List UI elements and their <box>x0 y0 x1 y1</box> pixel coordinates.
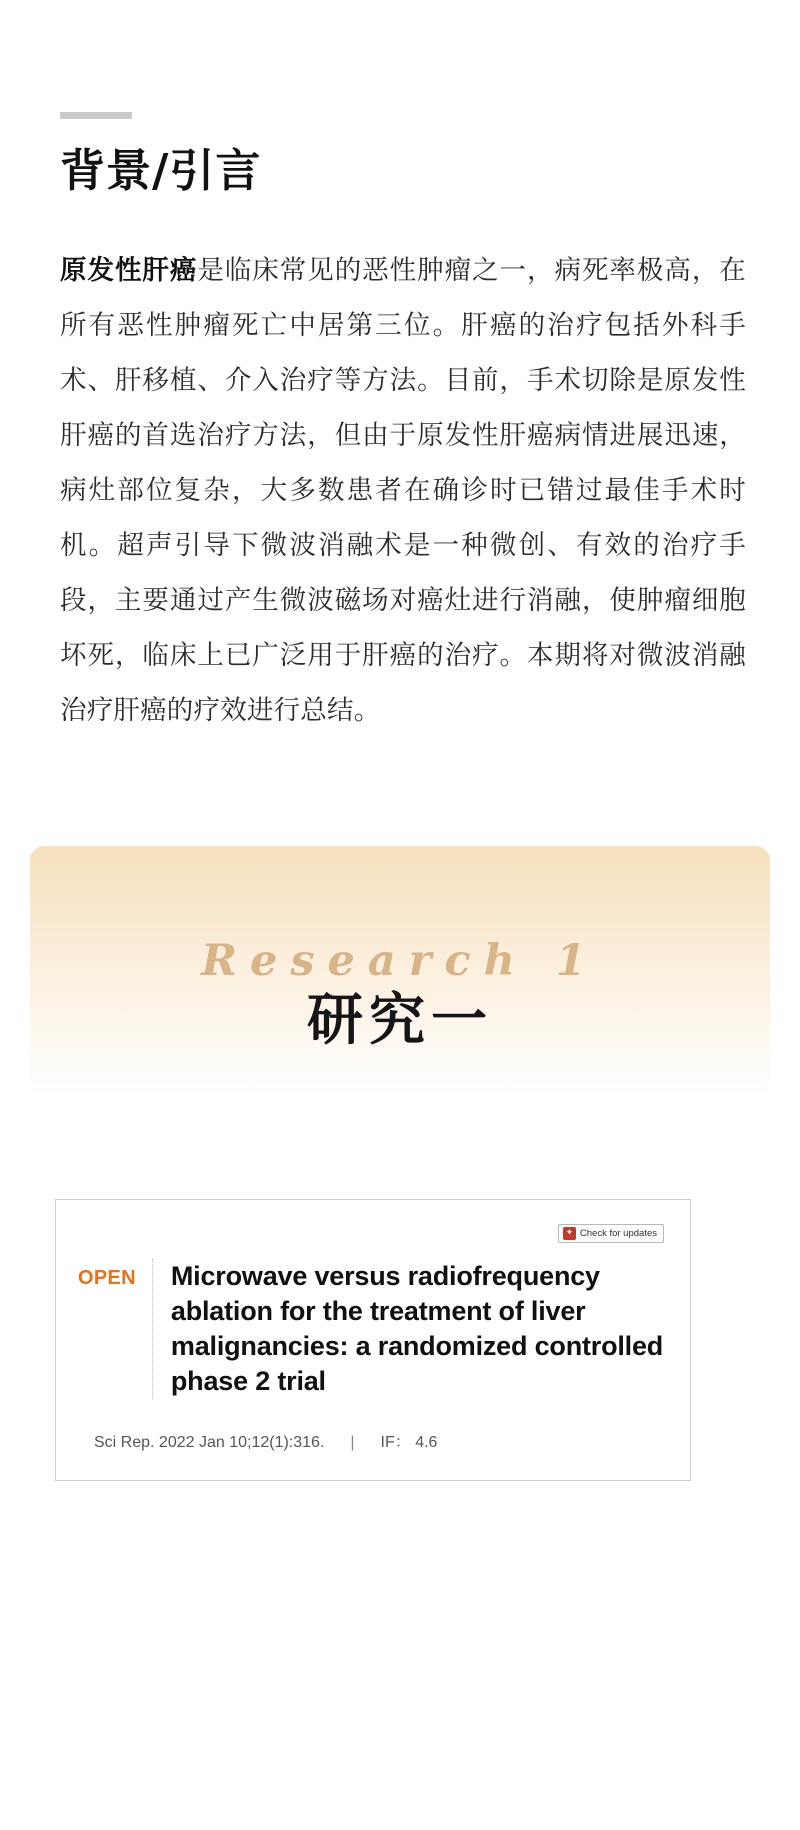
paper-header <box>78 1243 668 1399</box>
paragraph-lead-term: 原发性肝癌 <box>60 254 198 286</box>
paper-card[interactable] <box>55 1199 691 1481</box>
paper-title-wrap <box>152 1259 668 1399</box>
research-banner-cn-label: 研究一 <box>307 986 493 1053</box>
crossmark-label: Check for updates <box>579 1227 657 1239</box>
meta-separator: | <box>350 1433 355 1451</box>
research-banner-script-label: Research 1 <box>201 935 599 986</box>
research-banner <box>30 846 770 1096</box>
section-header <box>0 0 800 197</box>
section-divider <box>60 112 132 119</box>
open-access-badge: OPEN <box>78 1266 136 1289</box>
body-paragraph <box>60 243 746 738</box>
paragraph-text: 是临床常见的恶性肿瘤之一，病死率极高，在所有恶性肿瘤死亡中居第三位。肝癌的治疗包括外科手术、肝移植、介入治疗等方法。目前，手术切除是原发性肝癌的首选治疗方法，但由于原发性肝癌病情进展迅速，病灶部位复杂，大多数患者在确诊时已错过最佳手术时机。超声引导下微波消融术是一种微创、有效的治疗手段，主要通过产生微波磁场对癌灶进行消融，使肿瘤细胞坏死，临床上已广泛用于肝癌的治疗。本期将对微波消融治疗肝癌的疗效进行总结。 <box>60 254 747 726</box>
paper-meta <box>78 1429 668 1452</box>
paper-citation: Sci Rep. 2022 Jan 10;12(1):316. <box>94 1433 325 1451</box>
page-title: 背景/引言 <box>60 144 262 197</box>
impact-factor: IF： 4.6 <box>380 1433 438 1451</box>
crossmark-icon: ✦ <box>563 1227 576 1240</box>
paper-title[interactable]: Microwave versus radiofrequency ablation for the treatment of liver malignancies: a randomized controlled phase 2 trial <box>170 1260 664 1396</box>
crossmark-badge[interactable] <box>558 1224 664 1243</box>
